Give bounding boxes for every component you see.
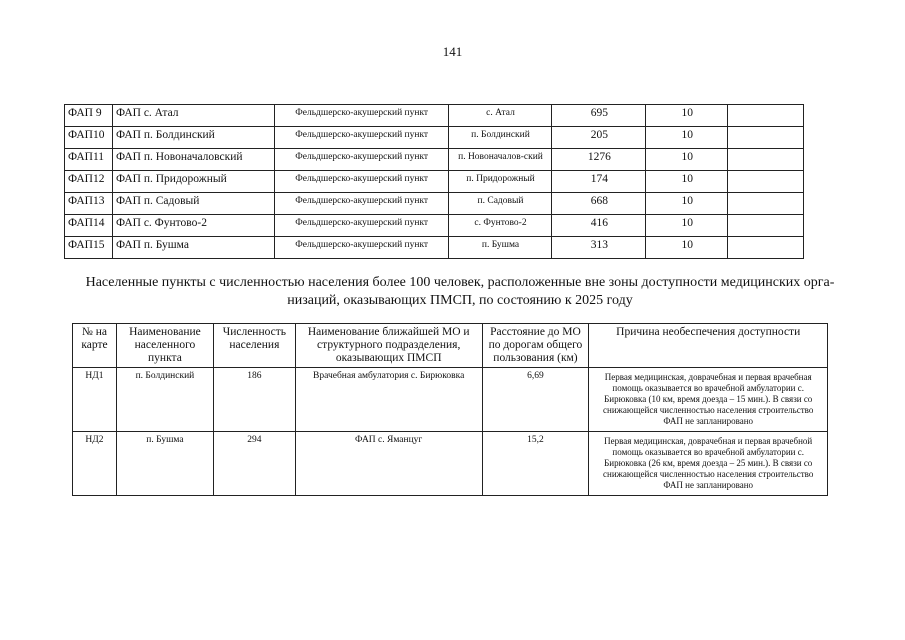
fap-table-body (65, 105, 804, 259)
nd-population-cell: 186 (213, 368, 295, 432)
fap-extra-cell (728, 193, 804, 215)
fap-type-cell: Фельдшерско-акушерский пункт (274, 171, 448, 193)
fap-type-cell: Фельдшерско-акушерский пункт (274, 215, 448, 237)
fap-type-cell: Фельдшерско-акушерский пункт (274, 149, 448, 171)
fap-population-cell: 205 (552, 127, 646, 149)
nd-nearest-mo-cell: ФАП с. Яманцуг (295, 432, 482, 496)
fap-name-cell: ФАП п. Новоначаловский (112, 149, 274, 171)
fap-name-cell: ФАП с. Фунтово-2 (112, 215, 274, 237)
fap-distance-cell: 10 (646, 215, 728, 237)
fap-code-cell: ФАП13 (65, 193, 113, 215)
fap-name-cell: ФАП п. Придорожный (112, 171, 274, 193)
fap-distance-cell: 10 (646, 127, 728, 149)
table-row (65, 171, 804, 193)
table-row (73, 368, 828, 432)
header-distance: Расстояние до МО по дорогам общего пользования (км) (482, 324, 589, 368)
header-reason: Причина необеспечения доступности (589, 324, 828, 368)
fap-code-cell: ФАП11 (65, 149, 113, 171)
nd-settlement-cell: п. Болдинский (116, 368, 213, 432)
header-map-no: № на карте (73, 324, 117, 368)
fap-type-cell: Фельдшерско-акушерский пункт (274, 105, 448, 127)
fap-name-cell: ФАП п. Садовый (112, 193, 274, 215)
nd-settlement-cell: п. Бушма (116, 432, 213, 496)
fap-code-cell: ФАП14 (65, 215, 113, 237)
section-heading-line1: Населенные пункты с численностью населения более 100 человек, расположенные вне зоны доступности медицинских орга- (85, 275, 835, 290)
fap-population-cell: 313 (552, 237, 646, 259)
nd-reason-cell: Первая медицинская, доврачебная и первая врачебной помощь оказывается во врачебной амбулатории с. Бирюковка (26 км, время доезда – 25 мин.). В связи со снижающейся численностью населения строительство ФАП не запланировано (589, 432, 828, 496)
nd-nearest-mo-cell: Врачебная амбулатория с. Бирюковка (295, 368, 482, 432)
fap-distance-cell: 10 (646, 193, 728, 215)
fap-code-cell: ФАП10 (65, 127, 113, 149)
fap-population-cell: 416 (552, 215, 646, 237)
fap-extra-cell (728, 215, 804, 237)
nd-header-row (73, 324, 828, 368)
table-row (65, 215, 804, 237)
fap-distance-cell: 10 (646, 149, 728, 171)
fap-population-cell: 1276 (552, 149, 646, 171)
fap-name-cell: ФАП п. Бушма (112, 237, 274, 259)
section-heading-line2: низаций, оказывающих ПМСП, по состоянию к 2025 году (287, 293, 633, 308)
nd-map-no-cell: НД2 (73, 432, 117, 496)
fap-location-cell: п. Придорожный (448, 171, 552, 193)
header-population: Численность населения (213, 324, 295, 368)
fap-extra-cell (728, 171, 804, 193)
fap-distance-cell: 10 (646, 105, 728, 127)
table-row (65, 127, 804, 149)
nd-distance-cell: 15,2 (482, 432, 589, 496)
nd-map-no-cell: НД1 (73, 368, 117, 432)
fap-location-cell: с. Атал (448, 105, 552, 127)
fap-type-cell: Фельдшерско-акушерский пункт (274, 193, 448, 215)
fap-name-cell: ФАП с. Атал (112, 105, 274, 127)
fap-distance-cell: 10 (646, 171, 728, 193)
table-row (65, 149, 804, 171)
table-row (65, 105, 804, 127)
table-row (65, 237, 804, 259)
fap-population-cell: 695 (552, 105, 646, 127)
fap-code-cell: ФАП15 (65, 237, 113, 259)
fap-table (64, 104, 804, 259)
nd-table-body (73, 368, 828, 496)
fap-location-cell: п. Садовый (448, 193, 552, 215)
fap-code-cell: ФАП12 (65, 171, 113, 193)
fap-type-cell: Фельдшерско-акушерский пункт (274, 127, 448, 149)
fap-location-cell: п. Новоначалов-ский (448, 149, 552, 171)
header-nearest-mo: Наименование ближайшей МО и структурного подразделения, оказывающих ПМСП (295, 324, 482, 368)
nd-table (72, 323, 828, 496)
fap-type-cell: Фельдшерско-акушерский пункт (274, 237, 448, 259)
fap-extra-cell (728, 127, 804, 149)
nd-distance-cell: 6,69 (482, 368, 589, 432)
fap-code-cell: ФАП 9 (65, 105, 113, 127)
page-number: 141 (442, 44, 463, 59)
fap-extra-cell (728, 149, 804, 171)
fap-location-cell: п. Болдинский (448, 127, 552, 149)
table-row (65, 193, 804, 215)
header-settlement: Наименование населенного пункта (116, 324, 213, 368)
nd-reason-cell: Первая медицинская, доврачебная и первая врачебная помощь оказывается во врачебной амбулатории с. Бирюковка (10 км, время доезда – 15 мин.). В связи со снижающейся численностью населения строительство ФАП не запланировано (589, 368, 828, 432)
nd-population-cell: 294 (213, 432, 295, 496)
section-heading (70, 274, 850, 310)
fap-distance-cell: 10 (646, 237, 728, 259)
fap-population-cell: 174 (552, 171, 646, 193)
fap-population-cell: 668 (552, 193, 646, 215)
table-row (73, 432, 828, 496)
fap-location-cell: п. Бушма (448, 237, 552, 259)
fap-name-cell: ФАП п. Болдинский (112, 127, 274, 149)
fap-location-cell: с. Фунтово-2 (448, 215, 552, 237)
fap-extra-cell (728, 105, 804, 127)
fap-extra-cell (728, 237, 804, 259)
